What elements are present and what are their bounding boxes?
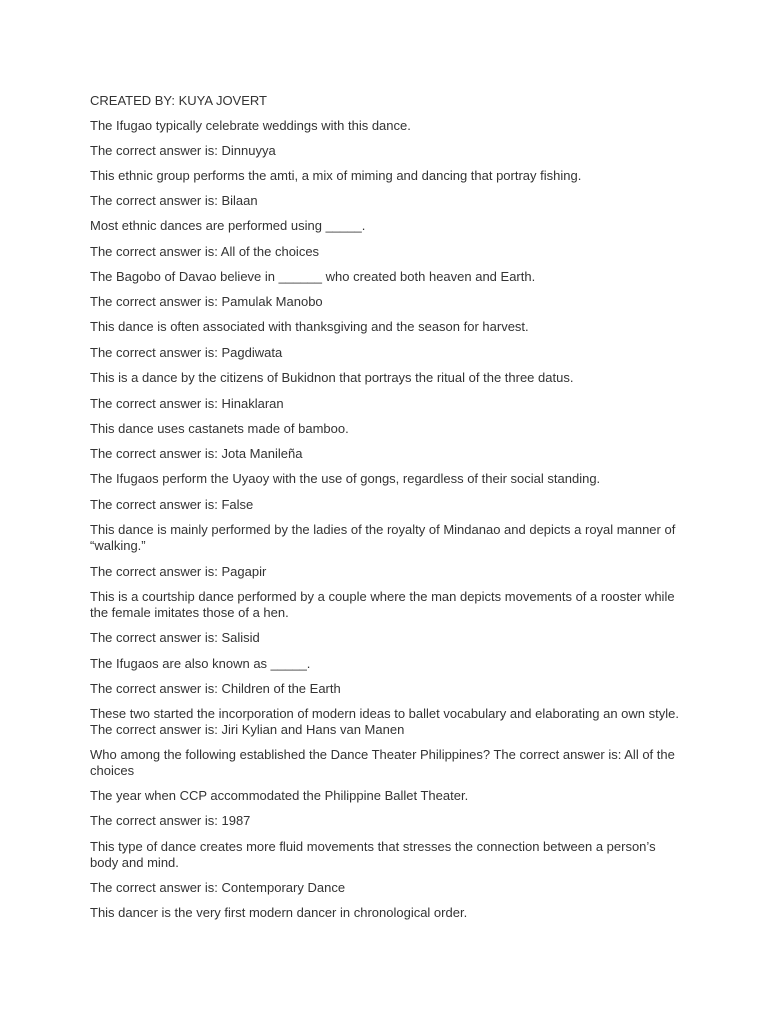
answer-text: The correct answer is: All of the choices bbox=[90, 244, 320, 259]
question-text: This ethnic group performs the amti, a mix of miming and dancing that portray fishing. bbox=[90, 168, 582, 183]
answer-text: The correct answer is: Hinaklaran bbox=[90, 396, 284, 411]
question-text: The Ifugaos are also known as _____. bbox=[90, 656, 311, 671]
question-text: This dance is mainly performed by the ladies of the royalty of Mindanao and depicts a royal manner of “walking.” bbox=[90, 522, 676, 553]
answer-text: The correct answer is: 1987 bbox=[90, 813, 251, 828]
document-page bbox=[90, 0, 680, 1024]
answer-text: The correct answer is: Children of the Earth bbox=[90, 681, 341, 696]
answer-text: The correct answer is: Salisid bbox=[90, 630, 260, 645]
question-text: The Bagobo of Davao believe in ______ who created both heaven and Earth. bbox=[90, 269, 536, 284]
author-credit: CREATED BY: KUYA JOVERT bbox=[90, 93, 267, 108]
question-text: The year when CCP accommodated the Philippine Ballet Theater. bbox=[90, 788, 469, 803]
answer-text: The correct answer is: Jota Manileña bbox=[90, 446, 303, 461]
question-text: This is a dance by the citizens of Bukidnon that portrays the ritual of the three datus. bbox=[90, 370, 574, 385]
answer-text: The correct answer is: False bbox=[90, 497, 254, 512]
answer-text: The correct answer is: Pagdiwata bbox=[90, 345, 283, 360]
answer-text: The correct answer is: Dinnuyya bbox=[90, 143, 276, 158]
question-text: This type of dance creates more fluid movements that stresses the connection between a person’s body and mind. bbox=[90, 839, 656, 870]
question-text: The Ifugaos perform the Uyaoy with the use of gongs, regardless of their social standing. bbox=[90, 471, 601, 486]
question-text: This dancer is the very first modern dancer in chronological order. bbox=[90, 905, 468, 920]
question-text: Most ethnic dances are performed using _____. bbox=[90, 218, 366, 233]
answer-text: The correct answer is: Pamulak Manobo bbox=[90, 294, 323, 309]
answer-text: The correct answer is: Contemporary Dance bbox=[90, 880, 346, 895]
question-answer-text: Who among the following established the Dance Theater Philippines? The correct answer is: All of the choices bbox=[90, 747, 675, 778]
answer-text: The correct answer is: Bilaan bbox=[90, 193, 258, 208]
question-text: This dance is often associated with thanksgiving and the season for harvest. bbox=[90, 319, 529, 334]
question-answer-text: These two started the incorporation of modern ideas to ballet vocabulary and elaborating an own style. The correct answer is: Jiri Kylian and Hans van Manen bbox=[90, 706, 679, 737]
question-text: The Ifugao typically celebrate weddings with this dance. bbox=[90, 118, 411, 133]
question-text: This is a courtship dance performed by a couple where the man depicts movements of a rooster while the female imitates those of a hen. bbox=[90, 589, 675, 620]
answer-text: The correct answer is: Pagapir bbox=[90, 564, 267, 579]
question-text: This dance uses castanets made of bamboo. bbox=[90, 421, 349, 436]
